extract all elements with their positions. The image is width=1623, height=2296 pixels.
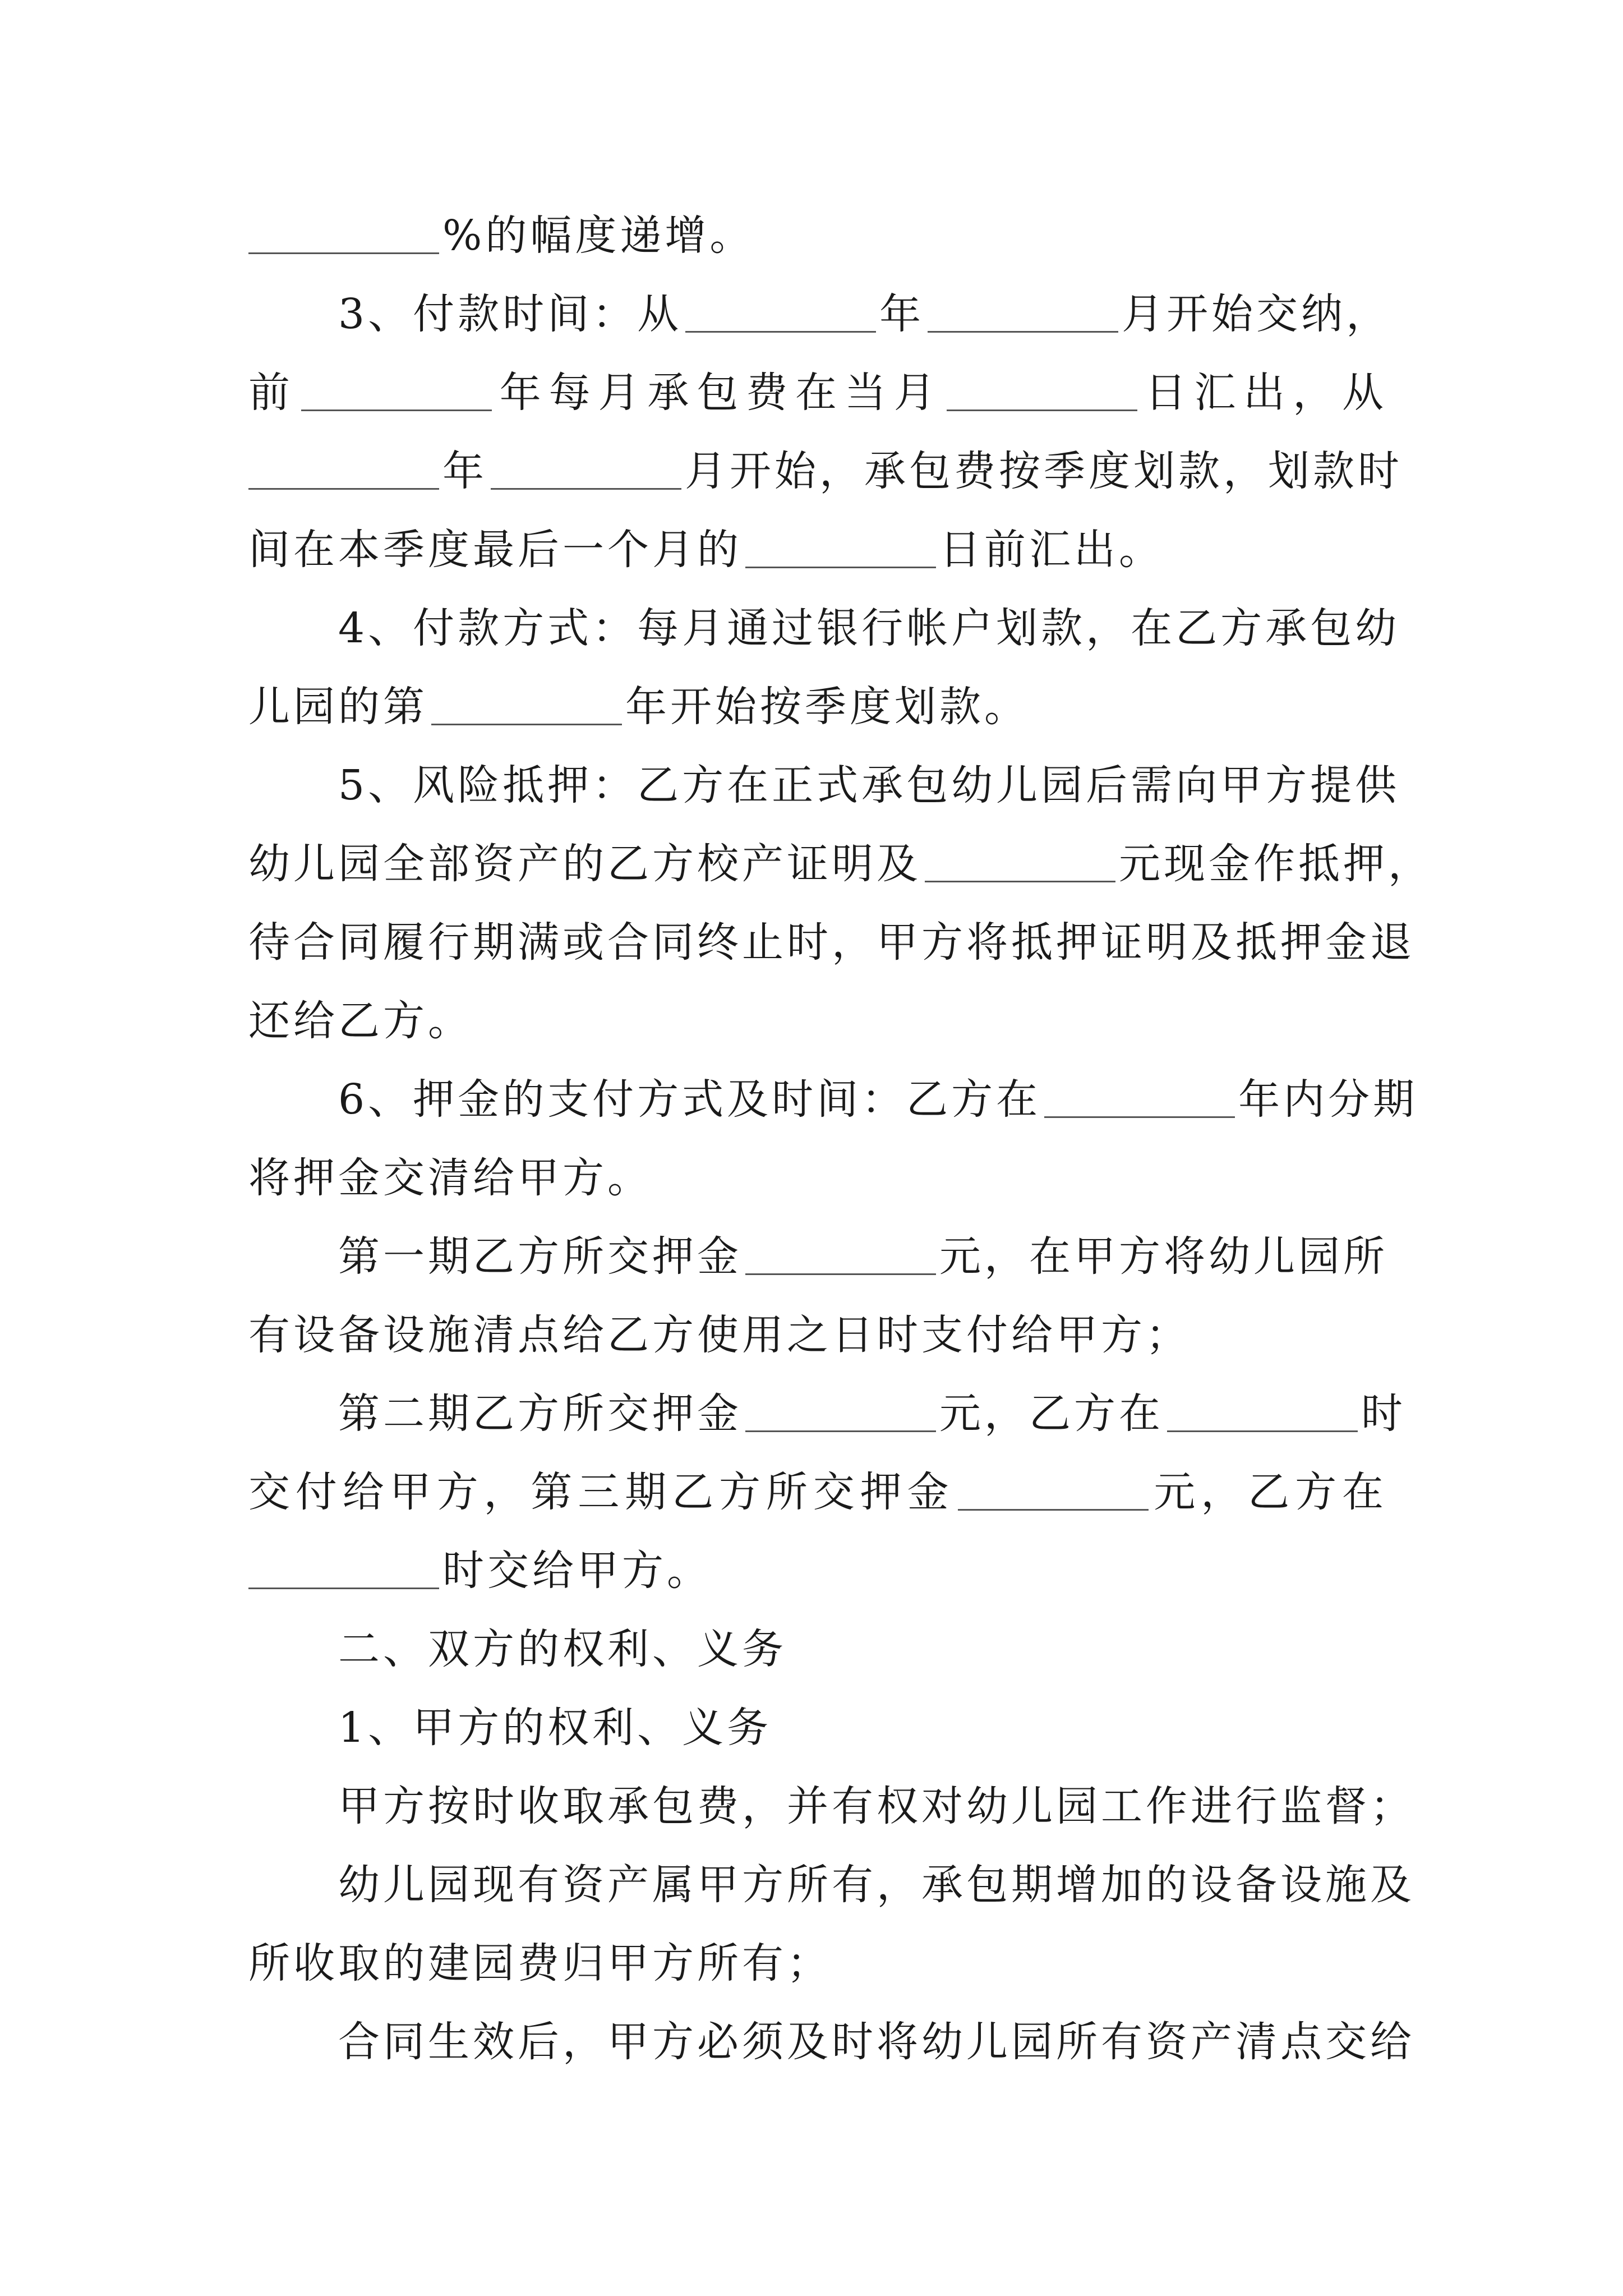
text-segment: 1、甲方的权利、义务: [338, 1704, 772, 1752]
fill-blank: [745, 525, 936, 568]
text-line: [338, 2008, 1415, 2076]
text-segment: 时交给甲方。: [442, 1547, 712, 1595]
text-segment: 合同生效后，甲方必须及时将幼儿园所有资产清点交给: [338, 2018, 1415, 2066]
text-line: [248, 359, 1387, 426]
text-segment: 年: [442, 447, 487, 495]
fill-blank: [301, 368, 492, 411]
text-line: [248, 1301, 1191, 1369]
text-segment: 有设备设施清点给乙方使用之日时支付给甲方；: [248, 1311, 1191, 1359]
text-segment: 待合同履行期满或合同终止时，甲方将抵押证明及抵押金退: [248, 918, 1415, 967]
text-segment: 月开始，承包费按季度划款，划款时: [685, 447, 1403, 495]
text-segment: 第一期乙方所交押金: [338, 1232, 742, 1281]
text-segment: 幼儿园全部资产的乙方校产证明及: [248, 840, 921, 888]
text-segment: 月开始交纳，: [1122, 290, 1391, 338]
text-line: [248, 909, 1415, 976]
text-line: [338, 1851, 1415, 1918]
subsection-heading: [338, 1694, 772, 1761]
fill-blank: [745, 1389, 936, 1432]
fill-blank: [248, 447, 439, 490]
fill-blank: [431, 682, 622, 725]
text-segment: 还给乙方。: [248, 997, 473, 1045]
fill-blank: [1167, 1389, 1358, 1432]
text-line: [338, 1773, 1415, 1840]
text-line: [338, 595, 1400, 662]
section-heading: [338, 1616, 787, 1683]
text-segment: 3、付款时间：从: [338, 290, 683, 338]
fill-blank: [925, 839, 1115, 882]
text-line: [338, 1223, 1387, 1290]
text-segment: 日前汇出。: [939, 526, 1164, 574]
text-segment: 年每月承包费在当月: [495, 369, 943, 417]
text-line: [338, 1380, 1406, 1447]
text-line: [248, 1930, 832, 1997]
fill-blank: [947, 368, 1137, 411]
text-segment: 元，乙方在: [939, 1389, 1164, 1438]
text-line: [248, 830, 1433, 898]
text-line: [248, 673, 1029, 740]
text-segment: 年: [879, 290, 925, 338]
text-segment: 5、风险抵押：乙方在正式承包幼儿园后需向甲方提供: [338, 761, 1400, 809]
text-segment: 幼儿园现有资产属甲方所有，承包期增加的设备设施及: [338, 1861, 1415, 1909]
text-line: [248, 987, 473, 1055]
text-line: [338, 752, 1400, 819]
text-segment: 元现金作抵押，: [1119, 840, 1433, 888]
text-segment: 所收取的建园费归甲方所有；: [248, 1939, 832, 1987]
text-segment: 前: [248, 369, 298, 417]
text-line: [248, 1537, 712, 1604]
text-line: [248, 1458, 1387, 1526]
text-line: [248, 1144, 652, 1212]
text-segment: 将押金交清给甲方。: [248, 1154, 652, 1202]
text-segment: 第二期乙方所交押金: [338, 1389, 742, 1438]
text-segment: 儿园的第: [248, 683, 428, 731]
text-line: [338, 1066, 1418, 1133]
text-segment: 日汇出，从: [1140, 369, 1387, 417]
text-line: [248, 516, 1164, 583]
fill-blank: [958, 1467, 1149, 1511]
fill-blank: [248, 1546, 439, 1589]
fill-blank: [685, 289, 876, 333]
text-segment: 甲方按时收取承包费，并有权对幼儿园工作进行监督；: [338, 1782, 1415, 1830]
text-line: [248, 438, 1403, 505]
text-segment: 年开始按季度划款。: [625, 683, 1029, 731]
text-segment: %的幅度递增。: [442, 211, 755, 260]
text-line: [338, 280, 1391, 348]
text-segment: 交付给甲方，第三期乙方所交押金: [248, 1468, 955, 1516]
text-segment: 元，在甲方将幼儿园所: [939, 1232, 1388, 1281]
fill-blank: [928, 289, 1118, 333]
text-line: [248, 202, 754, 269]
text-segment: 4、付款方式：每月通过银行帐户划款，在乙方承包幼: [338, 604, 1400, 652]
fill-blank: [491, 447, 681, 490]
text-segment: 年内分期: [1238, 1075, 1418, 1124]
fill-blank: [1044, 1075, 1235, 1118]
text-segment: 间在本季度最后一个月的: [248, 526, 742, 574]
text-segment: 6、押金的支付方式及时间：乙方在: [338, 1075, 1041, 1124]
fill-blank: [248, 211, 439, 254]
fill-blank: [745, 1232, 936, 1275]
text-segment: 元，乙方在: [1151, 1468, 1387, 1516]
text-segment: 二、双方的权利、义务: [338, 1625, 787, 1673]
text-segment: 时: [1361, 1389, 1406, 1438]
